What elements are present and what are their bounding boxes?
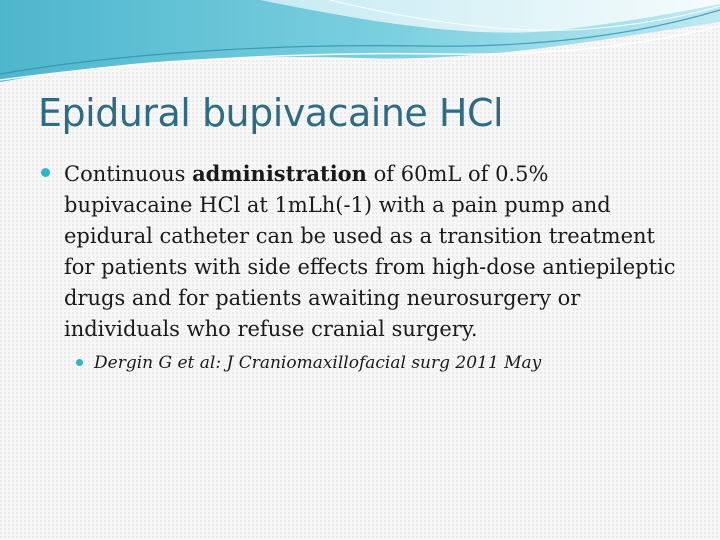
header-wave-decoration xyxy=(0,0,720,90)
bullet-text-after: of 60mL of 0.5% bupivacaine HCl at 1mLh(-1) with a pain pump and epidural catheter can be used as a transition treatment for patients with side effects from high-dose antiepileptic drugs and for patients awaiting neurosurgery or individuals who refuse cranial surgery. xyxy=(64,162,676,341)
bullet-text-before: Continuous xyxy=(64,162,193,186)
sub-bullet-dot-icon xyxy=(76,359,83,366)
slide-body xyxy=(38,158,678,375)
bullet-dot-icon xyxy=(41,168,50,177)
bullet-text-bold: administration xyxy=(192,161,367,186)
citation-text: Dergin G et al: J Craniomaxillofacial surg 2011 May xyxy=(94,353,542,373)
slide-title: Epidural bupivacaine HCl xyxy=(38,91,504,135)
sub-bullet-item xyxy=(38,351,678,375)
bullet-text xyxy=(64,158,678,345)
bullet-item xyxy=(38,158,678,345)
